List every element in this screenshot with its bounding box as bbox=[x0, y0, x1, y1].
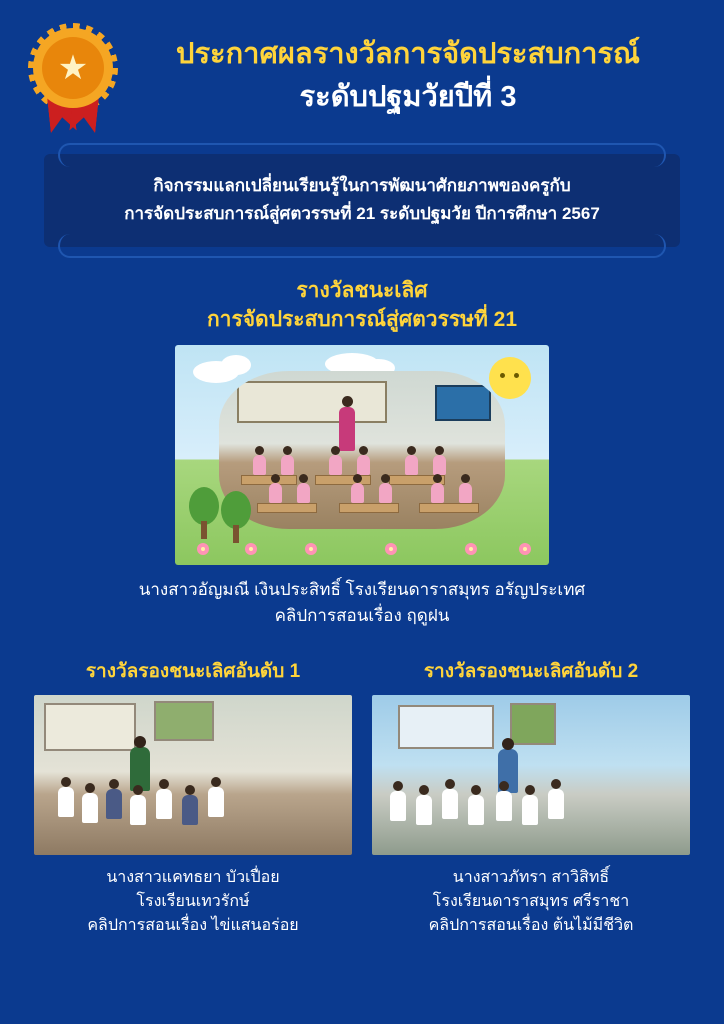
page-title: ประกาศผลรางวัลการจัดประสบการณ์ bbox=[176, 38, 640, 70]
desk bbox=[257, 503, 317, 513]
event-description-panel bbox=[44, 154, 680, 247]
pupil-figure bbox=[433, 455, 446, 475]
wall-decoration bbox=[510, 703, 556, 745]
second-prize-photo bbox=[34, 695, 352, 855]
flower-icon bbox=[197, 543, 209, 555]
second-prize-caption bbox=[34, 866, 352, 939]
desk bbox=[241, 475, 297, 485]
pupil-figure bbox=[459, 483, 472, 503]
second-prize-caption-line-2: โรงเรียนเทวรักษ์ bbox=[136, 893, 250, 910]
pupil-figure bbox=[82, 793, 98, 823]
second-prize-caption-line-3: คลิปการสอนเรื่อง ไข่แสนอร่อย bbox=[87, 917, 299, 935]
second-prize-block bbox=[34, 656, 352, 939]
third-prize-caption bbox=[372, 866, 690, 939]
pupil-figure bbox=[522, 795, 538, 825]
projector-screen bbox=[398, 705, 494, 749]
first-prize-caption-line-1: นางสาวอัญมณี เงินประสิทธิ์ โรงเรียนดาราสมุทร อรัญประเทศ bbox=[138, 580, 586, 599]
third-prize-photo bbox=[372, 695, 690, 855]
teacher-figure bbox=[339, 407, 355, 451]
event-description-line-1: กิจกรรมแลกเปลี่ยนเรียนรู้ในการพัฒนาศักยภาพของครูกับ bbox=[153, 176, 571, 195]
tree-icon bbox=[189, 487, 219, 539]
first-prize-photo bbox=[175, 345, 549, 565]
pupil-figure bbox=[468, 795, 484, 825]
second-prize-heading: รางวัลรองชนะเลิศอันดับ 1 bbox=[85, 660, 301, 682]
flower-icon bbox=[305, 543, 317, 555]
second-prize-caption-line-1: นางสาวแคทธยา บัวเปื่อย bbox=[106, 868, 280, 886]
pupil-figure bbox=[390, 791, 406, 821]
whiteboard bbox=[237, 381, 387, 423]
teacher-figure bbox=[130, 747, 150, 791]
classroom-photo-inner bbox=[219, 371, 505, 529]
pupil-figure bbox=[208, 787, 224, 817]
star-icon: ★ bbox=[57, 49, 89, 87]
flower-icon bbox=[245, 543, 257, 555]
sun-icon bbox=[489, 357, 531, 399]
wall-poster bbox=[154, 701, 214, 741]
first-prize-heading-line-2: การจัดประสบการณ์สู่ศตวรรษที่ 21 bbox=[206, 308, 518, 332]
flower-icon bbox=[465, 543, 477, 555]
pupil-figure bbox=[281, 455, 294, 475]
pupil-figure bbox=[496, 791, 512, 821]
pupil-figure bbox=[156, 789, 172, 819]
desk bbox=[315, 475, 371, 485]
pupil-figure bbox=[106, 789, 122, 819]
third-prize-heading: รางวัลรองชนะเลิศอันดับ 2 bbox=[423, 660, 639, 682]
tree-icon bbox=[221, 491, 251, 543]
first-prize-caption bbox=[0, 577, 724, 630]
event-description-line-2: การจัดประสบการณ์สู่ศตวรรษที่ 21 ระดับปฐมวัย ปีการศึกษา 2567 bbox=[124, 203, 600, 223]
flower-icon bbox=[385, 543, 397, 555]
first-prize-caption-line-2: คลิปการสอนเรื่อง ฤดูฝน bbox=[274, 606, 450, 626]
first-prize-heading-line-1: รางวัลชนะเลิศ bbox=[296, 279, 428, 303]
pupil-figure bbox=[379, 483, 392, 503]
pupil-figure bbox=[269, 483, 282, 503]
pupil-figure bbox=[548, 789, 564, 819]
whiteboard bbox=[44, 703, 136, 751]
desk bbox=[419, 503, 479, 513]
poster-header bbox=[0, 0, 724, 132]
pupil-figure bbox=[297, 483, 310, 503]
pupil-figure bbox=[253, 455, 266, 475]
badge-circle bbox=[33, 28, 113, 108]
pupil-figure bbox=[442, 789, 458, 819]
third-prize-caption-line-2: โรงเรียนดาราสมุทร ศรีราชา bbox=[432, 893, 630, 910]
page-subtitle-level: ระดับปฐมวัยปีที่ 3 bbox=[299, 81, 517, 114]
pupil-figure bbox=[182, 795, 198, 825]
pupil-figure bbox=[58, 787, 74, 817]
pupil-figure bbox=[405, 455, 418, 475]
pupil-figure bbox=[130, 795, 146, 825]
third-prize-block bbox=[372, 656, 690, 939]
third-prize-caption-line-1: นางสาวภัทรา สาวิสิทธิ์ bbox=[452, 868, 610, 886]
desk bbox=[339, 503, 399, 513]
television-screen bbox=[435, 385, 491, 421]
flower-icon bbox=[519, 543, 531, 555]
third-prize-caption-line-3: คลิปการสอนเรื่อง ต้นไม้มีชีวิต bbox=[428, 917, 634, 935]
runners-up-section bbox=[0, 630, 724, 939]
cloud-icon bbox=[221, 355, 251, 375]
pupil-figure bbox=[431, 483, 444, 503]
award-ribbon-icon bbox=[30, 28, 116, 132]
pupil-figure bbox=[329, 455, 342, 475]
first-prize-section bbox=[0, 277, 724, 630]
pupil-figure bbox=[357, 455, 370, 475]
badge-inner bbox=[42, 37, 104, 99]
pupil-figure bbox=[351, 483, 364, 503]
header-title-group bbox=[116, 22, 696, 117]
pupil-figure bbox=[416, 795, 432, 825]
